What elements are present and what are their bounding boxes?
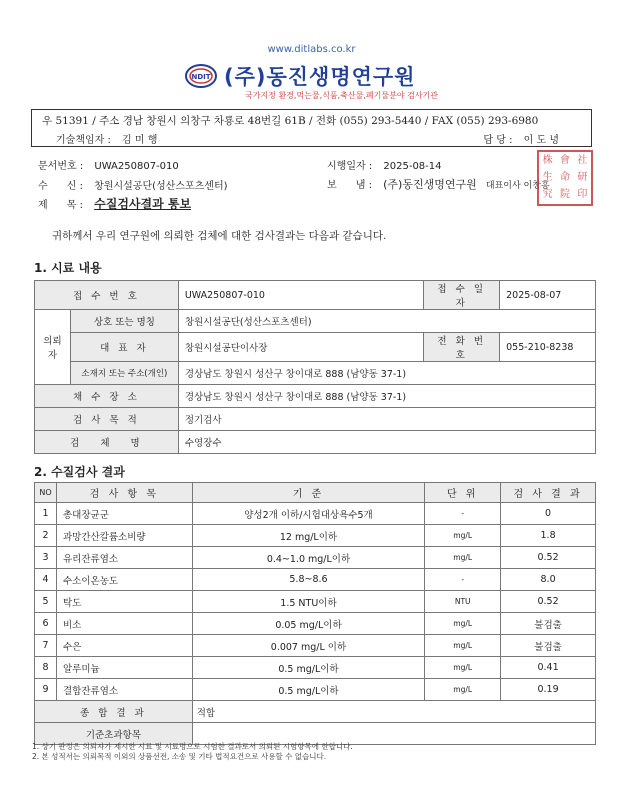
address-box [31,109,592,147]
seal-char: 社 [577,154,588,166]
row-item: 유리잔류염소 [56,547,192,569]
row-unit: mg/L [425,635,501,657]
summary-label: 종 합 결 과 [35,701,193,723]
table-row [35,569,596,591]
row-item: 탁도 [56,591,192,613]
table-row [35,547,596,569]
row-result: 불검출 [501,613,596,635]
table-row [35,310,596,333]
exceed-label: 기준초과항목 [35,723,193,745]
row-unit: mg/L [425,525,501,547]
org-subtitle: 국가지정 환경,먹는물,식품,축산물,폐기물분야 검사기관 [245,91,438,100]
company: 창원시설공단(성산스포츠센터) [178,310,595,333]
logo-text: NDIT [191,73,211,81]
row-standard: 0.5 mg/L이하 [192,657,425,679]
section2-title: 2. 수질검사 결과 [34,465,125,479]
row-standard: 0.05 mg/L이하 [192,613,425,635]
doc-no-label: 문서번호 : [38,161,84,172]
table-row [35,408,596,431]
summary-row [35,701,596,723]
row-result: 0.52 [501,547,596,569]
site-label: 채 수 장 소 [35,385,179,408]
row-unit: NTU [425,591,501,613]
row-result: 0.19 [501,679,596,701]
row-no: 2 [35,525,57,547]
row-unit: mg/L [425,679,501,701]
website-url: www.ditlabs.co.kr [267,44,356,55]
row-no: 1 [35,503,57,525]
row-item: 알루미늄 [56,657,192,679]
sample-info-table [34,280,596,454]
row-standard: 5.8~8.6 [192,569,425,591]
row-unit: mg/L [425,613,501,635]
section1-title: 1. 시료 내용 [34,261,102,275]
sender: (주)동진생명연구원 [383,178,477,191]
row-no: 4 [35,569,57,591]
phone: 055-210-8238 [500,333,596,362]
seal-char: 會 [559,154,570,166]
row-standard: 양성2개 이하/시험대상욕수5개 [192,503,425,525]
col-header-unit: 단 위 [425,483,501,503]
row-standard: 1.5 NTU이하 [192,591,425,613]
table-row [35,333,596,362]
row-result: 0.52 [501,591,596,613]
row-standard: 0.5 mg/L이하 [192,679,425,701]
address-line: 우 51391 / 주소 경남 창원시 의창구 차룡로 48번길 61B / 전화 (055) 293-5440 / FAX (055) 293-6980 [42,115,539,127]
row-no: 6 [35,613,57,635]
col-header-item: 검 사 항 목 [56,483,192,503]
date-label: 시행일자 : [327,161,373,172]
addr-label: 소재지 또는 주소(개인) [70,362,178,385]
table-header-row [35,483,596,503]
seal-char: 命 [559,171,570,183]
sender-rep: 대표이사 이창흥 [485,181,550,191]
addr: 경상남도 창원시 성산구 창이대로 888 (남양동 37-1) [178,362,595,385]
row-result: 불검출 [501,635,596,657]
note: 1. 상기 판정은 의뢰자가 제시한 시료 및 시료명으로 시험한 결과로서 의뢰된 시험항목에 한합니다. [32,742,353,751]
row-unit: mg/L [425,547,501,569]
doc-no: UWA250807-010 [94,161,179,172]
col-header-result: 검 사 결 과 [501,483,596,503]
table-row [35,635,596,657]
row-no: 7 [35,635,57,657]
sample-label: 검 체 명 [35,431,179,454]
row-result: 0 [501,503,596,525]
table-row [35,525,596,547]
seal-char: 印 [577,189,588,201]
contact-label: 담 당 : [483,135,513,146]
row-item: 총대장균군 [56,503,192,525]
tech-manager: 김 미 행 [122,135,158,146]
row-unit: - [425,569,501,591]
receipt-date: 2025-08-07 [500,281,596,310]
rep-label: 대 표 자 [70,333,178,362]
table-row [35,613,596,635]
col-header-standard: 기 준 [192,483,425,503]
summary-value: 적합 [192,701,595,723]
row-unit: mg/L [425,657,501,679]
company-seal [537,150,593,206]
greeting: 귀하께서 우리 연구원에 의뢰한 검체에 대한 검사결과는 다음과 같습니다. [52,230,387,242]
footnotes [32,742,353,762]
row-unit: - [425,503,501,525]
receipt-date-label: 접 수 일 자 [424,281,500,310]
company-label: 상호 또는 명칭 [70,310,178,333]
org-logo-icon [184,63,218,89]
org-title: (주)동진생명연구원 [224,65,416,89]
receipt-no-label: 접 수 번 호 [35,281,179,310]
row-no: 9 [35,679,57,701]
row-standard: 12 mg/L이하 [192,525,425,547]
row-no: 3 [35,547,57,569]
subject: 수질검사결과 통보 [94,197,192,211]
seal-char: 株 [542,154,553,166]
table-row [35,503,596,525]
table-row [35,431,596,454]
contact-name: 이 도 녕 [523,135,559,146]
purpose: 정기검사 [178,408,595,431]
org-header [184,58,484,94]
purpose-label: 검 사 목 적 [35,408,179,431]
row-no: 8 [35,657,57,679]
table-row [35,385,596,408]
row-item: 수은 [56,635,192,657]
row-standard: 0.007 mg/L 이하 [192,635,425,657]
row-result: 0.41 [501,657,596,679]
table-row [35,362,596,385]
row-result: 8.0 [501,569,596,591]
note: 2. 본 성적서는 의뢰목적 이외의 상품선전, 소송 및 기타 법적요건으로 사용할 수 없습니다. [32,752,327,761]
table-row [35,591,596,613]
subject-label: 제 목 : [38,200,83,211]
row-item: 결합잔류염소 [56,679,192,701]
results-table [34,482,596,745]
issue-date: 2025-08-14 [383,161,442,172]
row-standard: 0.4~1.0 mg/L이하 [192,547,425,569]
seal-char: 院 [559,189,570,201]
client-label: 의뢰자 [35,310,71,385]
seal-char: 究 [542,189,553,201]
row-result: 1.8 [501,525,596,547]
seal-char: 研 [577,171,588,183]
table-row [35,679,596,701]
tech-manager-label: 기술책임자 : [56,135,111,146]
phone-label: 전 화 번 호 [424,333,500,362]
rep: 창원시설공단이사장 [178,333,423,362]
recipient-label: 수 신 : [38,181,83,192]
col-header-no: NO [35,483,57,503]
sender-label: 보 냄 : [327,180,372,191]
sample: 수영장수 [178,431,595,454]
table-row [35,657,596,679]
row-item: 비소 [56,613,192,635]
receipt-no: UWA250807-010 [178,281,423,310]
site: 경상남도 창원시 성산구 창이대로 888 (남양동 37-1) [178,385,595,408]
row-item: 수소이온농도 [56,569,192,591]
recipient: 창원시설공단(성산스포츠센터) [94,181,228,192]
row-no: 5 [35,591,57,613]
seal-char: 生 [542,171,553,183]
row-item: 과망간산칼륨소비량 [56,525,192,547]
table-row [35,281,596,310]
